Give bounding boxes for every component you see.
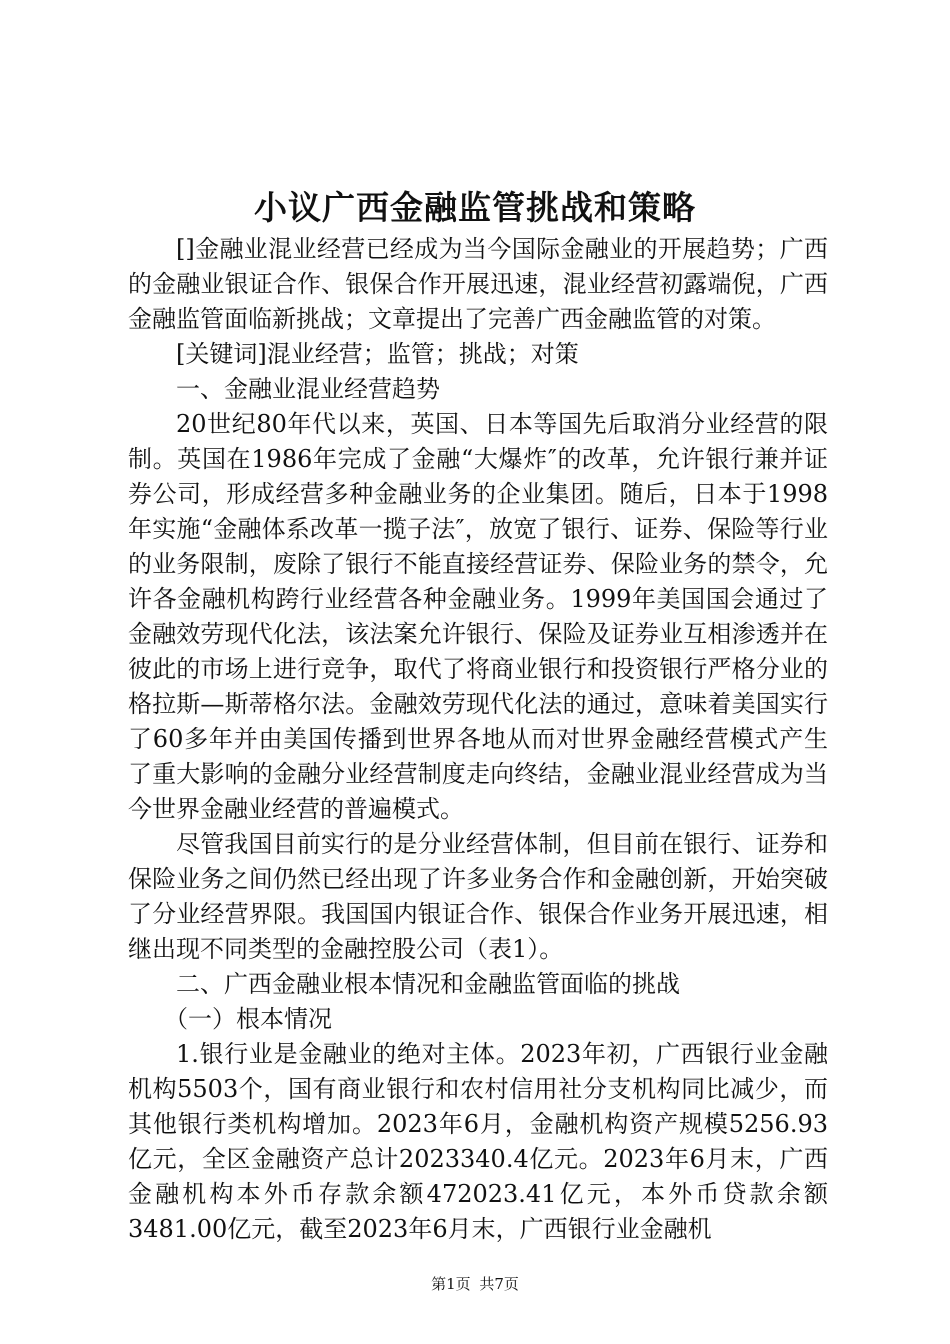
page-number: 第1页 bbox=[431, 1275, 471, 1293]
section-heading-1: 一、金融业混业经营趋势 bbox=[176, 375, 440, 403]
page-footer bbox=[0, 1274, 950, 1294]
body-paragraph: 1.银行业是金融业的绝对主体。2023年初，广西银行业金融机构5503个，国有商业银行和农村信用社分支机构同比减少，而其他银行类机构增加。2023年6月，金融机构资产规模5256.93亿元，全区金融资产总计2023340.4亿元。2023年6月末，广西金融机构本外币存款余额472023.41亿元，本外币贷款余额3481.00亿元，截至2023年6月末，广西银行业金融机 bbox=[128, 1040, 828, 1243]
keywords-paragraph: [关键词]混业经营；监管；挑战；对策 bbox=[176, 340, 579, 368]
body-paragraph: 20世纪80年代以来，英国、日本等国先后取消分业经营的限制。英国在1986年完成了金融“大爆炸″的改革，允许银行兼并证券公司，形成经营多种金融业务的企业集团。随后，日本于1998年实施“金融体系改革一揽子法″，放宽了银行、证券、保险等行业的业务限制，废除了银行不能直接经营证券、保险业务的禁令，允许各金融机构跨行业经营各种金融业务。1999年美国国会通过了金融效劳现代化法，该法案允许银行、保险及证券业互相渗透并在彼此的市场上进行竞争，取代了将商业银行和投资银行严格分业的格拉斯—斯蒂格尔法。金融效劳现代化法的通过，意味着美国实行了60多年并由美国传播到世界各地从而对世界金融经营模式产生了重大影响的金融分业经营制度走向终结，金融业混业经营成为当今世界金融业经营的普遍模式。 bbox=[128, 410, 828, 823]
abstract-paragraph: []金融业混业经营已经成为当今国际金融业的开展趋势；广西的金融业银证合作、银保合作开展迅速，混业经营初露端倪，广西金融监管面临新挑战；文章提出了完善广西金融监管的对策。 bbox=[128, 235, 828, 333]
document-body bbox=[128, 232, 828, 1247]
document-title: 小议广西金融监管挑战和策略 bbox=[254, 188, 696, 227]
section-heading-2: 二、广西金融业根本情况和金融监管面临的挑战 bbox=[176, 970, 680, 998]
subsection-heading-1: （一）根本情况 bbox=[164, 1005, 332, 1033]
body-paragraph: 尽管我国目前实行的是分业经营体制，但目前在银行、证券和保险业务之间仍然已经出现了许多业务合作和金融创新，开始突破了分业经营界限。我国国内银证合作、银保合作业务开展迅速，相继出现不同类型的金融控股公司（表1）。 bbox=[128, 830, 828, 963]
page-total: 共7页 bbox=[479, 1275, 519, 1293]
